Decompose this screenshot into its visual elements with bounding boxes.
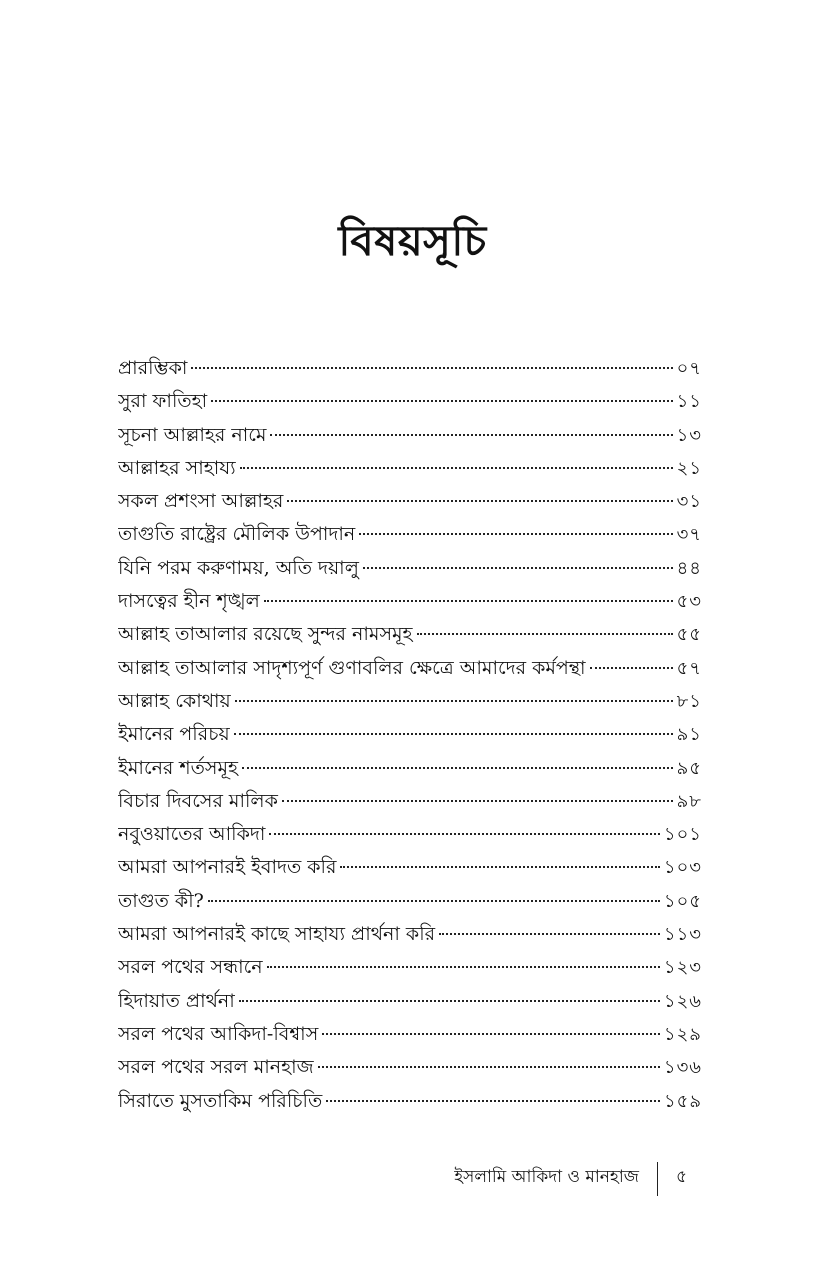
toc-entry xyxy=(118,885,702,918)
toc-entry-page-number: ১৩৬ xyxy=(663,1057,702,1079)
toc-leader-dots xyxy=(240,467,673,469)
toc-entry-label: সিরাতে মুসতাকিম পরিচিতি xyxy=(118,1089,323,1112)
toc-entry-label: হিদায়াত প্রার্থনা xyxy=(118,989,235,1012)
toc-entry xyxy=(118,1085,702,1118)
toc-entry xyxy=(118,985,702,1018)
toc-entry xyxy=(118,518,702,551)
toc-entry-label: সরল পথের আকিদা-বিশ্বাস xyxy=(118,1022,319,1045)
toc-leader-dots xyxy=(590,667,673,669)
toc-leader-dots xyxy=(287,500,672,502)
toc-leader-dots xyxy=(270,434,672,436)
toc-leader-dots xyxy=(340,866,659,868)
toc-entry-page-number: ৩১ xyxy=(676,491,702,513)
toc-entry-label: আল্লাহর সাহায্য xyxy=(118,456,236,479)
page-title: বিষয়সূচি xyxy=(338,216,487,265)
toc-entry-page-number: ৩৭ xyxy=(676,524,702,546)
toc-entry xyxy=(118,685,702,718)
footer-page-number: ৫ xyxy=(676,1167,688,1187)
toc-entry-page-number: ১২৯ xyxy=(663,1023,702,1045)
toc-entry-label: আল্লাহ তাআলার সাদৃশ্যপূর্ণ গুণাবলির ক্ষেত্রে আমাদের কর্মপন্থা xyxy=(118,656,586,679)
toc-entry-page-number: ১৫৯ xyxy=(663,1090,702,1112)
toc-entry-page-number: ১২৬ xyxy=(663,990,702,1012)
toc-leader-dots xyxy=(208,900,660,902)
toc-entry xyxy=(118,419,702,452)
toc-entry-page-number: ৯১ xyxy=(676,724,702,746)
toc-leader-dots xyxy=(242,767,673,769)
toc-entry-label: তাগুত কী? xyxy=(118,889,204,912)
toc-entry-page-number: ৯৫ xyxy=(676,757,702,779)
toc-entry xyxy=(118,718,702,751)
page-footer xyxy=(0,1162,825,1198)
toc-leader-dots xyxy=(322,1033,660,1035)
toc-entry-page-number: ১০১ xyxy=(663,824,702,846)
toc-entry-page-number: ১১৩ xyxy=(663,924,702,946)
toc-entry-page-number: ১০৫ xyxy=(663,890,702,912)
toc-entry xyxy=(118,352,702,385)
toc-entry-page-number: ৫৫ xyxy=(676,624,702,646)
toc-entry xyxy=(118,1018,702,1051)
toc-entry-label: তাগুতি রাষ্ট্রের মৌলিক উপাদান xyxy=(118,523,356,546)
toc-entry-label: বিচার দিবসের মালিক xyxy=(118,789,278,812)
toc-entry-label: আমরা আপনারই কাছে সাহায্য প্রার্থনা করি xyxy=(118,923,436,946)
toc-entry-label: যিনি পরম করুণাময়, অতি দয়ালু xyxy=(118,556,359,579)
toc-entry xyxy=(118,918,702,951)
toc-entry-page-number: ১০৩ xyxy=(663,857,702,879)
toc-leader-dots xyxy=(191,367,672,369)
toc-entry-label: সূচনা আল্লাহর নামে xyxy=(118,423,267,446)
table-of-contents xyxy=(118,352,702,1118)
toc-entry-page-number: ১১ xyxy=(676,391,702,413)
toc-entry xyxy=(118,951,702,984)
toc-entry-page-number: ৫৭ xyxy=(676,657,702,679)
footer-divider xyxy=(657,1162,658,1196)
toc-entry xyxy=(118,552,702,585)
toc-entry-label: সরল পথের সরল মানহাজ xyxy=(118,1056,314,1079)
toc-leader-dots xyxy=(267,966,660,968)
toc-entry-page-number: ৪৪ xyxy=(676,557,702,579)
toc-leader-dots xyxy=(235,700,673,702)
toc-entry xyxy=(118,585,702,618)
toc-entry-page-number: ২১ xyxy=(676,457,702,479)
toc-entry-label: সরল পথের সন্ধানে xyxy=(118,956,263,979)
toc-entry xyxy=(118,652,702,685)
toc-leader-dots xyxy=(282,800,673,802)
toc-leader-dots xyxy=(326,1100,660,1102)
toc-entry-label: ইমানের পরিচয় xyxy=(118,723,230,746)
toc-entry-label: আল্লাহ তাআলার রয়েছে সুন্দর নামসমূহ xyxy=(118,623,413,646)
toc-entry-label: আমরা আপনারই ইবাদত করি xyxy=(118,856,337,879)
toc-leader-dots xyxy=(363,567,673,569)
toc-leader-dots xyxy=(264,600,673,602)
toc-entry-page-number: ৯৮ xyxy=(676,790,702,812)
toc-entry-label: নবুওয়াতের আকিদা xyxy=(118,823,266,846)
toc-entry-label: দাসত্বের হীন শৃঙ্খল xyxy=(118,590,260,613)
toc-entry-label: সকল প্রশংসা আল্লাহর xyxy=(118,490,284,513)
toc-entry xyxy=(118,452,702,485)
toc-entry xyxy=(118,385,702,418)
toc-entry xyxy=(118,785,702,818)
toc-leader-dots xyxy=(211,400,672,402)
toc-entry-page-number: ১২৩ xyxy=(663,957,702,979)
toc-entry-page-number: ১৩ xyxy=(676,424,702,446)
toc-entry xyxy=(118,618,702,651)
toc-entry xyxy=(118,818,702,851)
toc-entry-label: ইমানের শর্তসমূহ xyxy=(118,756,238,779)
toc-leader-dots xyxy=(318,1066,660,1068)
toc-leader-dots xyxy=(439,933,660,935)
toc-entry xyxy=(118,485,702,518)
toc-leader-dots xyxy=(417,633,673,635)
toc-entry xyxy=(118,752,702,785)
toc-leader-dots xyxy=(359,533,672,535)
toc-entry xyxy=(118,851,702,884)
toc-entry-page-number: ০৭ xyxy=(676,358,702,379)
toc-leader-dots xyxy=(239,1000,660,1002)
toc-entry-label: আল্লাহ কোথায় xyxy=(118,689,231,712)
toc-entry-page-number: ৮১ xyxy=(676,690,702,712)
toc-entry-label: প্রারম্ভিকা xyxy=(118,357,188,379)
toc-entry-label: সুরা ফাতিহা xyxy=(118,390,208,413)
toc-leader-dots xyxy=(269,833,660,835)
toc-leader-dots xyxy=(234,733,673,735)
running-footer-title: ইসলামি আকিদা ও মানহাজ xyxy=(454,1167,639,1187)
toc-entry-page-number: ৫৩ xyxy=(676,591,702,613)
toc-entry xyxy=(118,1051,702,1084)
